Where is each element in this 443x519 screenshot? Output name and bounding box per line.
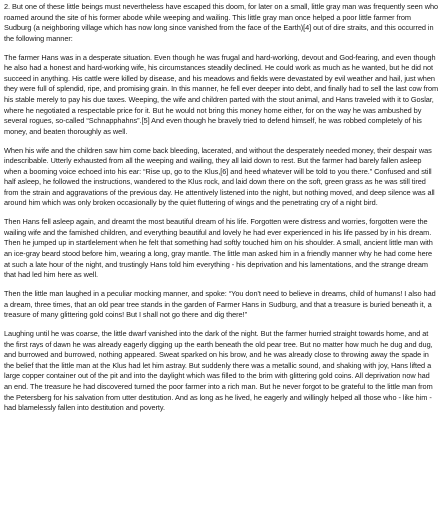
paragraph-3: When his wife and the children saw him come back bleeding, lacerated, and without the desperately needed money, their despair was indescribable. Utterly exhausted from all the weeping and wailing, they all laid down to rest. But the farmer had barely fallen asleep when a booming voice echoed into his ear: “Rise up, go to the Klus,[6] and heed whatever will be told to you there.” Confused and still half asleep, he followed the instructions, wandered to the Klus rock, and laid down there on the soft, green grass as he was still tired from the strain and aggravations of the previous day. He attentively listened into the night, but nothing moved, and deep silence was all around him which was only broken occasionally by the quiet fluttering of wings and the penetrating cry of a night bird. [4, 145, 435, 208]
paragraph-2: The farmer Hans was in a desperate situation. Even though he was frugal and hard-working, devout and God-fearing, and even though he also had a honest and hard-working wife, his circumstances steadily declined. He could work as much as he wanted, but he did not succeed in anything. His cattle were killed by disease, and his meadows and fields were devastated by evil weather and hail, just when they were full of splendid, ripe, and promising grain. In this manner, he fell ever deeper into debt, and finally had to sell the last cow from his stable merely to pay his due taxes. Weeping, the wife and children parted with the stout animal, and Hans traveled with it to Goslar, where he negotiated a respectable price for it. But he would not bring this money home either, for on the way he was ambushed by several rogues, so-called “Schnapphahns”.[5] And even though he bravely tried to defend himself, he was robbed completely of his money, and beaten thoroughly as well. [4, 52, 439, 136]
paragraph-4: Then Hans fell asleep again, and dreamt the most beautiful dream of his life. Forgotten were distress and worries, forgotten were the wailing wife and the famished children, and everything beautiful and lovely he had ever experienced in his life passed by in his dream. Then he jumped up in startlelement when he felt that something had softly touched him on his shoulder. A small, ancient little man with an ice-gray beard stood before him, wearing a long, gray mantle. The little man asked him in a friendly manner why he had come here at such a late hour of the night, and trustingly Hans told him everything - his deprivation and his lamentations, and the strange dream that had led him here as well. [4, 217, 433, 280]
paragraph-5: Then the little man laughed in a peculiar mocking manner, and spoke: “You don't need to believe in dreams, child of humans! I also had a dream, three times, that an old pear tree stands in the garden of Farmer Hans in Sudburg, and that a treasure is buried beneath it, a treasure of many glittering gold coins! But I shall not go there and dig there!” [4, 289, 436, 320]
paragraph-6: Laughing until he was coarse, the little dwarf vanished into the dark of the night. But the farmer hurried straight towards home, and at the first rays of dawn he was already eagerly digging up the earth beneath the old pear tree. But no matter how much he dug and dug, and burrowed and burrowed, nothing appeared. Sweat sparked on his brow, and he was already close to throwing away the spade in the belief that the little man at the Klus had let him astray. But suddenly there was a metallic sound, and shaking with joy, Hans lifted a large copper container out of the pit and into the daylight which was filled to the brim with glittering gold coins. All deprivation now had an end. The treasure he had discovered turned the poor farmer into a rich man. But he never forgot to be grateful to the little man from the Petersberg for his salvation from utter destitution. And as long as he lived, he eagerly and willingly helped all those who - like him - had blamelessly fallen into destitution and poverty. [4, 328, 433, 413]
paragraph-1: 2. But one of these little beings must nevertheless have escaped this doom, for later on a small, little gray man was frequently seen who roamed around the site of his former abode while weeping and wailing. This little gray man once helped a poor little farmer from Sudburg (a neighboring village which has now long since vanished from the face of the Earth)[4] out of dire straits, and this occurred in the following manner: [4, 2, 439, 43]
